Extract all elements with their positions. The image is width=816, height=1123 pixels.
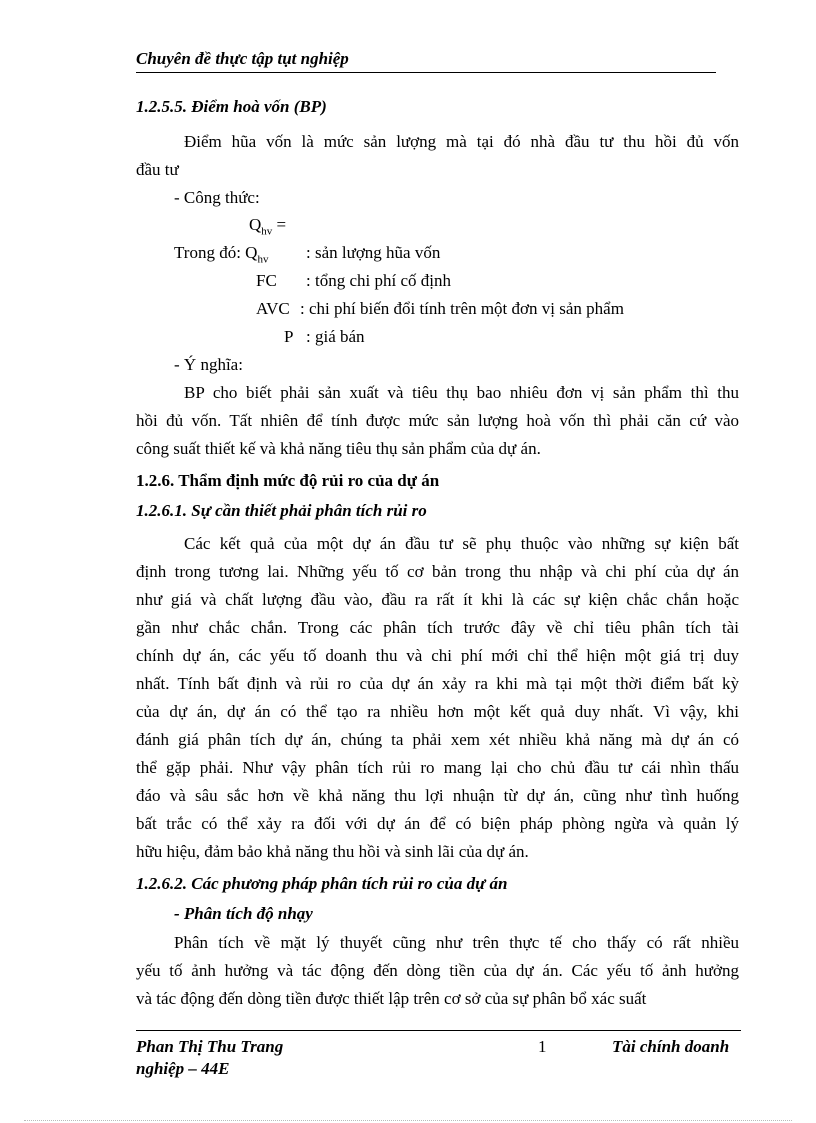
- paragraph-line: hồi đủ vốn. Tất nhiên để tính được mức sản lượng hoà vốn thì phải căn cứ vào: [136, 411, 739, 430]
- paragraph-line: của dự án, dự án có thể tạo ra nhiều hơn một kết quả duy nhất. Vì vậy, khi: [136, 702, 739, 721]
- heading-risk-methods: 1.2.6.2. Các phương pháp phân tích rủi ro của dự án: [136, 874, 508, 893]
- paragraph-line: BP cho biết phải sản xuất và tiêu thụ bao nhiêu đơn vị sản phẩm thì thu: [184, 383, 739, 402]
- heading-break-even: 1.2.5.5. Điểm hoà vốn (BP): [136, 97, 327, 116]
- paragraph-line: đánh giá phân tích dự án, chúng ta phải xem xét nhiều khả năng mà dự án có: [136, 730, 739, 749]
- paragraph-line: công suất thiết kế và khả năng tiêu thụ sản phẩm của dự án.: [136, 439, 541, 458]
- def-avc: : chi phí biến đổi tính trên một đơn vị sản phẩm: [300, 299, 624, 318]
- heading-risk-need: 1.2.6.1. Sự cần thiết phải phân tích rủi ro: [136, 501, 427, 520]
- page-header: Chuyên đề thực tập tụt nghiệp: [136, 48, 716, 73]
- def-p: : giá bán: [306, 327, 365, 346]
- paragraph-line: định trong tương lai. Những yếu tố cơ bản trong thu nhập và chi phí của dự án: [136, 562, 739, 581]
- formula: [249, 214, 286, 242]
- paragraph-line: Phân tích về mặt lý thuyết cũng như trên thực tế cho thấy có rất nhiều: [174, 933, 739, 952]
- paragraph-line: chính dự án, các yếu tố doanh thu và chi phí mới chỉ thể hiện một giá trị duy: [136, 646, 739, 665]
- page-bottom-divider: [24, 1120, 792, 1121]
- paragraph-line: đầu tư: [136, 160, 179, 179]
- paragraph-line: như giá và chất lượng đầu vào, đầu ra rất ít khi là các sự kiện chắc chắn hoặc: [136, 590, 739, 609]
- footer-department: Tài chính doanh: [612, 1037, 730, 1056]
- heading-risk: 1.2.6. Thẩm định mức độ rủi ro của dự án: [136, 471, 440, 490]
- paragraph-line: nhất. Tính bất định và rủi ro của dự án xảy ra khi mà tại một thời điểm bất kỳ: [136, 674, 739, 693]
- term-fc: FC: [256, 271, 277, 290]
- paragraph-line: bất trắc có thể xảy ra đối với dự án để có biện pháp phòng ngừa và quản lý: [136, 814, 739, 833]
- term-avc: AVC: [256, 299, 290, 318]
- paragraph-line: và tác động đến dòng tiền được thiết lập trên cơ sở của sự phân bổ xác suất: [136, 989, 647, 1008]
- footer-author: Phan Thị Thu Trang: [136, 1037, 284, 1056]
- page-number: 1: [538, 1037, 547, 1056]
- def-q: : sản lượng hũa vốn: [306, 243, 441, 262]
- def-fc: : tổng chi phí cố định: [306, 271, 451, 290]
- paragraph-line: hữu hiệu, đảm bảo khả năng thu hồi và sinh lãi của dự án.: [136, 842, 529, 861]
- term-p: P: [284, 327, 294, 346]
- formula-q: Q: [249, 215, 262, 234]
- paragraph-line: đáo và sâu sắc hơn về khả năng thu lợi nhuận từ dự án, cũng như tình huống: [136, 786, 739, 805]
- footer-department-cont: nghiệp – 44E: [136, 1059, 230, 1078]
- formula-eq: =: [272, 215, 287, 234]
- paragraph-line: Các kết quả của một dự án đầu tư sẽ phụ thuộc vào những sự kiện bất: [184, 534, 739, 553]
- footer-divider: [136, 1030, 741, 1031]
- where-label: [174, 242, 268, 270]
- formula-q-sub: hv: [261, 225, 273, 238]
- where-text: Trong đó: Q: [174, 243, 258, 262]
- paragraph-line: gần như chắc chắn. Trong các phân tích trước đây về chỉ tiêu phân tích tài: [136, 618, 739, 637]
- paragraph-line: thể gặp phải. Như vậy phân tích rủi ro mang lại cho chủ đầu tư cái nhìn thấu: [136, 758, 739, 777]
- paragraph-line: yếu tố ảnh hưởng và tác động đến dòng tiền của dự án. Các yếu tố ảnh hưởng: [136, 961, 739, 980]
- heading-sensitivity: - Phân tích độ nhạy: [174, 904, 313, 923]
- where-sub: hv: [257, 253, 269, 266]
- formula-label: - Công thức:: [174, 188, 260, 207]
- meaning-label: - Ý nghĩa:: [174, 355, 243, 374]
- paragraph-line: Điểm hũa vốn là mức sản lượng mà tại đó nhà đầu tư thu hồi đủ vốn: [184, 132, 739, 151]
